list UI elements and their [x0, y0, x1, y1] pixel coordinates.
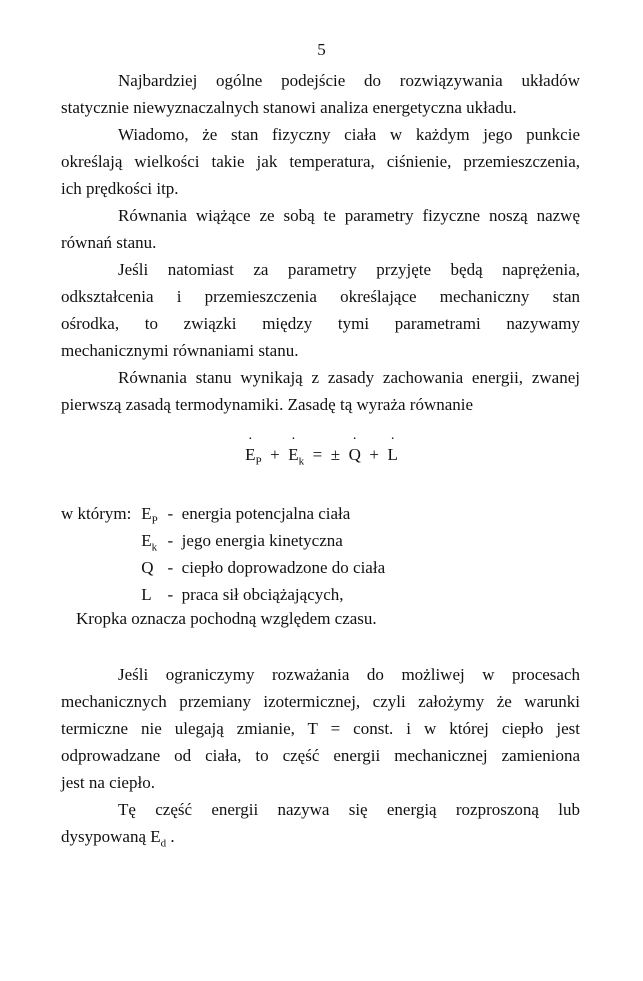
paragraph-2 — [61, 121, 580, 202]
ed-symbol: $E_d$ — [150, 827, 167, 850]
text-line: dysypowaną $E_d$ . — [61, 827, 175, 850]
plus-sign: + — [369, 445, 379, 464]
paragraph-7 — [61, 796, 580, 850]
page-number: 5 — [317, 40, 326, 59]
ek-term: ˙ E — [288, 445, 298, 465]
text-line: odkształcenia i przemieszczenia określające mechaniczny stan — [61, 287, 580, 306]
text-line: pierwszą zasadą termodynamiki. Zasadę tą wyraża równanie — [61, 395, 474, 414]
legend-row: w którym: $E_P$ - energia potencjalna ciała — [61, 500, 561, 527]
paragraph-6 — [61, 661, 580, 796]
text-line: mechanicznych przemiany izotermicznej, czyli założymy że warunki — [61, 692, 580, 711]
dot-note: Kropka oznacza pochodną względem czasu. — [76, 609, 377, 628]
text-line: Jeśli ograniczymy rozważania do możliwej w procesach — [118, 665, 580, 684]
text-line: termiczne nie ulegają zmianie, T = const. i w której ciepło jest — [61, 719, 580, 738]
text-line: ośrodka, to związki między tymi parametrami nazywamy — [61, 314, 580, 333]
energy-equation: ˙ $E_P$ + ˙ $E_k$ = ± ˙ Q + ˙ L — [0, 445, 643, 467]
text-line: Najbardziej ogólne podejście do rozwiązywania układów — [118, 71, 580, 90]
paragraph-1 — [61, 67, 580, 121]
legend-row: Q - ciepło doprowadzone do ciała — [141, 558, 386, 577]
text-line: Równania wiążące ze sobą te parametry fizyczne noszą nazwę — [118, 206, 580, 225]
text-line: określają wielkości takie jak temperatura, ciśnienie, przemieszczenia, — [61, 152, 580, 171]
text-line: równań stanu. — [61, 233, 157, 252]
paragraph-4 — [61, 256, 580, 364]
text-line: ich prędkości itp. — [61, 179, 179, 198]
text-line: statycznie niewyznaczalnych stanowi analiza energetyczna układu. — [61, 98, 517, 117]
plus-sign: + — [270, 445, 280, 464]
ep-term: ˙ E — [245, 445, 255, 465]
paragraph-5 — [61, 364, 580, 418]
plus-minus-sign: ± — [330, 445, 341, 464]
text-line: mechanicznymi równaniami stanu. — [61, 341, 299, 360]
text-line: Tę część energii nazywa się energią rozproszoną lub — [118, 800, 580, 819]
paragraph-3 — [61, 202, 580, 256]
equals-sign: = — [312, 445, 323, 464]
legend-row: $E_k$ - jego energia kinetyczna — [141, 531, 343, 554]
text-line: odprowadzane od ciała, to część energii mechanicznej zamieniona — [61, 746, 580, 765]
q-term: ˙ Q — [349, 445, 361, 465]
text-line: Jeśli natomiast za parametry przyjęte będą naprężenia, — [118, 260, 580, 279]
text-line: jest na ciepło. — [61, 773, 155, 792]
legend-lead: w którym: — [61, 504, 132, 523]
l-term: ˙ L — [387, 445, 397, 465]
text-line: Wiadomo, że stan fizyczny ciała w każdym jego punkcie — [118, 125, 580, 144]
legend-row: L - praca sił obciążających, — [141, 585, 344, 604]
symbol-legend — [61, 500, 561, 608]
text-line: Równania stanu wynikają z zasady zachowania energii, zwanej — [118, 368, 580, 387]
